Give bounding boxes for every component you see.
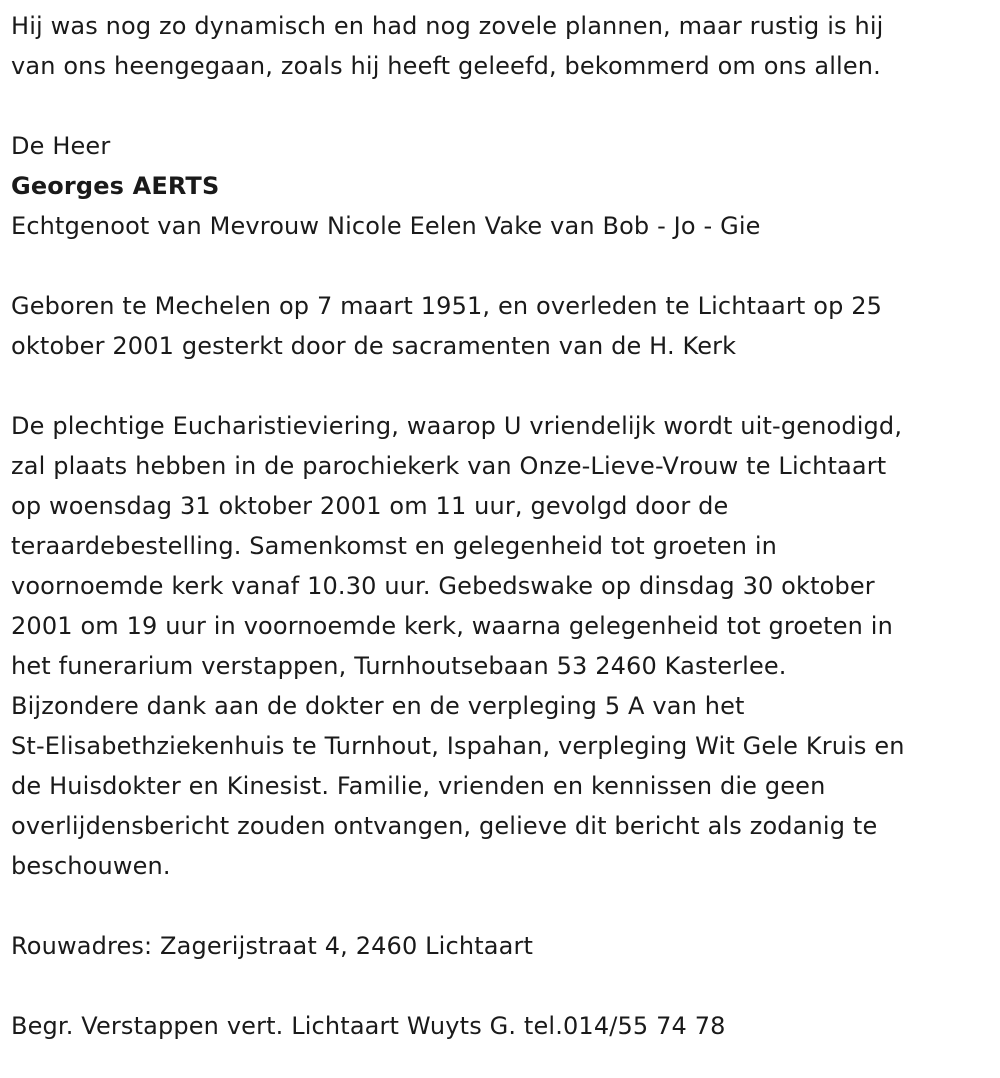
text-line: oktober 2001 gesterkt door de sacramenten van de H. Kerk xyxy=(11,332,737,360)
text-line: voornoemde kerk vanaf 10.30 uur. Gebedswake op dinsdag 30 oktober xyxy=(11,572,875,600)
undertaker-text: Begr. Verstappen vert. Lichtaart Wuyts G. tel.014/55 74 78 xyxy=(11,1012,726,1040)
intro-paragraph xyxy=(11,6,991,86)
text-line: De plechtige Eucharistieviering, waarop U vriendelijk wordt uit-genodigd, xyxy=(11,412,903,440)
spacer xyxy=(11,366,991,406)
text-line: Geboren te Mechelen op 7 maart 1951, en overleden te Lichtaart op 25 xyxy=(11,292,883,320)
honorific-text: De Heer xyxy=(11,132,111,160)
undertaker-line xyxy=(11,1006,991,1046)
text-line: 2001 om 19 uur in voornoemde kerk, waarna gelegenheid tot groeten in xyxy=(11,612,893,640)
spacer xyxy=(11,86,991,126)
relations-line xyxy=(11,206,991,246)
ceremony-paragraph xyxy=(11,406,991,886)
mourning-address-text: Rouwadres: Zagerijstraat 4, 2460 Lichtaart xyxy=(11,932,534,960)
text-line: St-Elisabethziekenhuis te Turnhout, Ispahan, verpleging Wit Gele Kruis en xyxy=(11,732,905,760)
birth-death-paragraph xyxy=(11,286,991,366)
text-line: overlijdensbericht zouden ontvangen, gelieve dit bericht als zodanig te xyxy=(11,812,878,840)
deceased-name-text: Georges AERTS xyxy=(11,172,220,200)
spacer xyxy=(11,966,991,1006)
text-line: Bijzondere dank aan de dokter en de verpleging 5 A van het xyxy=(11,692,745,720)
deceased-name xyxy=(11,166,991,206)
text-line: zal plaats hebben in de parochiekerk van Onze-Lieve-Vrouw te Lichtaart xyxy=(11,452,887,480)
text-line: de Huisdokter en Kinesist. Familie, vrienden en kennissen die geen xyxy=(11,772,826,800)
spacer xyxy=(11,886,991,926)
text-line: het funerarium verstappen, Turnhoutsebaan 53 2460 Kasterlee. xyxy=(11,652,787,680)
spacer xyxy=(11,246,991,286)
text-line: beschouwen. xyxy=(11,852,171,880)
honorific xyxy=(11,126,991,166)
text-line: teraardebestelling. Samenkomst en gelegenheid tot groeten in xyxy=(11,532,778,560)
mourning-address xyxy=(11,926,991,966)
text-line: van ons heengegaan, zoals hij heeft geleefd, bekommerd om ons allen. xyxy=(11,52,881,80)
text-line: Hij was nog zo dynamisch en had nog zovele plannen, maar rustig is hij xyxy=(11,12,884,40)
obituary-document xyxy=(11,0,991,1046)
relations-text: Echtgenoot van Mevrouw Nicole Eelen Vake van Bob - Jo - Gie xyxy=(11,212,761,240)
text-line: op woensdag 31 oktober 2001 om 11 uur, gevolgd door de xyxy=(11,492,729,520)
